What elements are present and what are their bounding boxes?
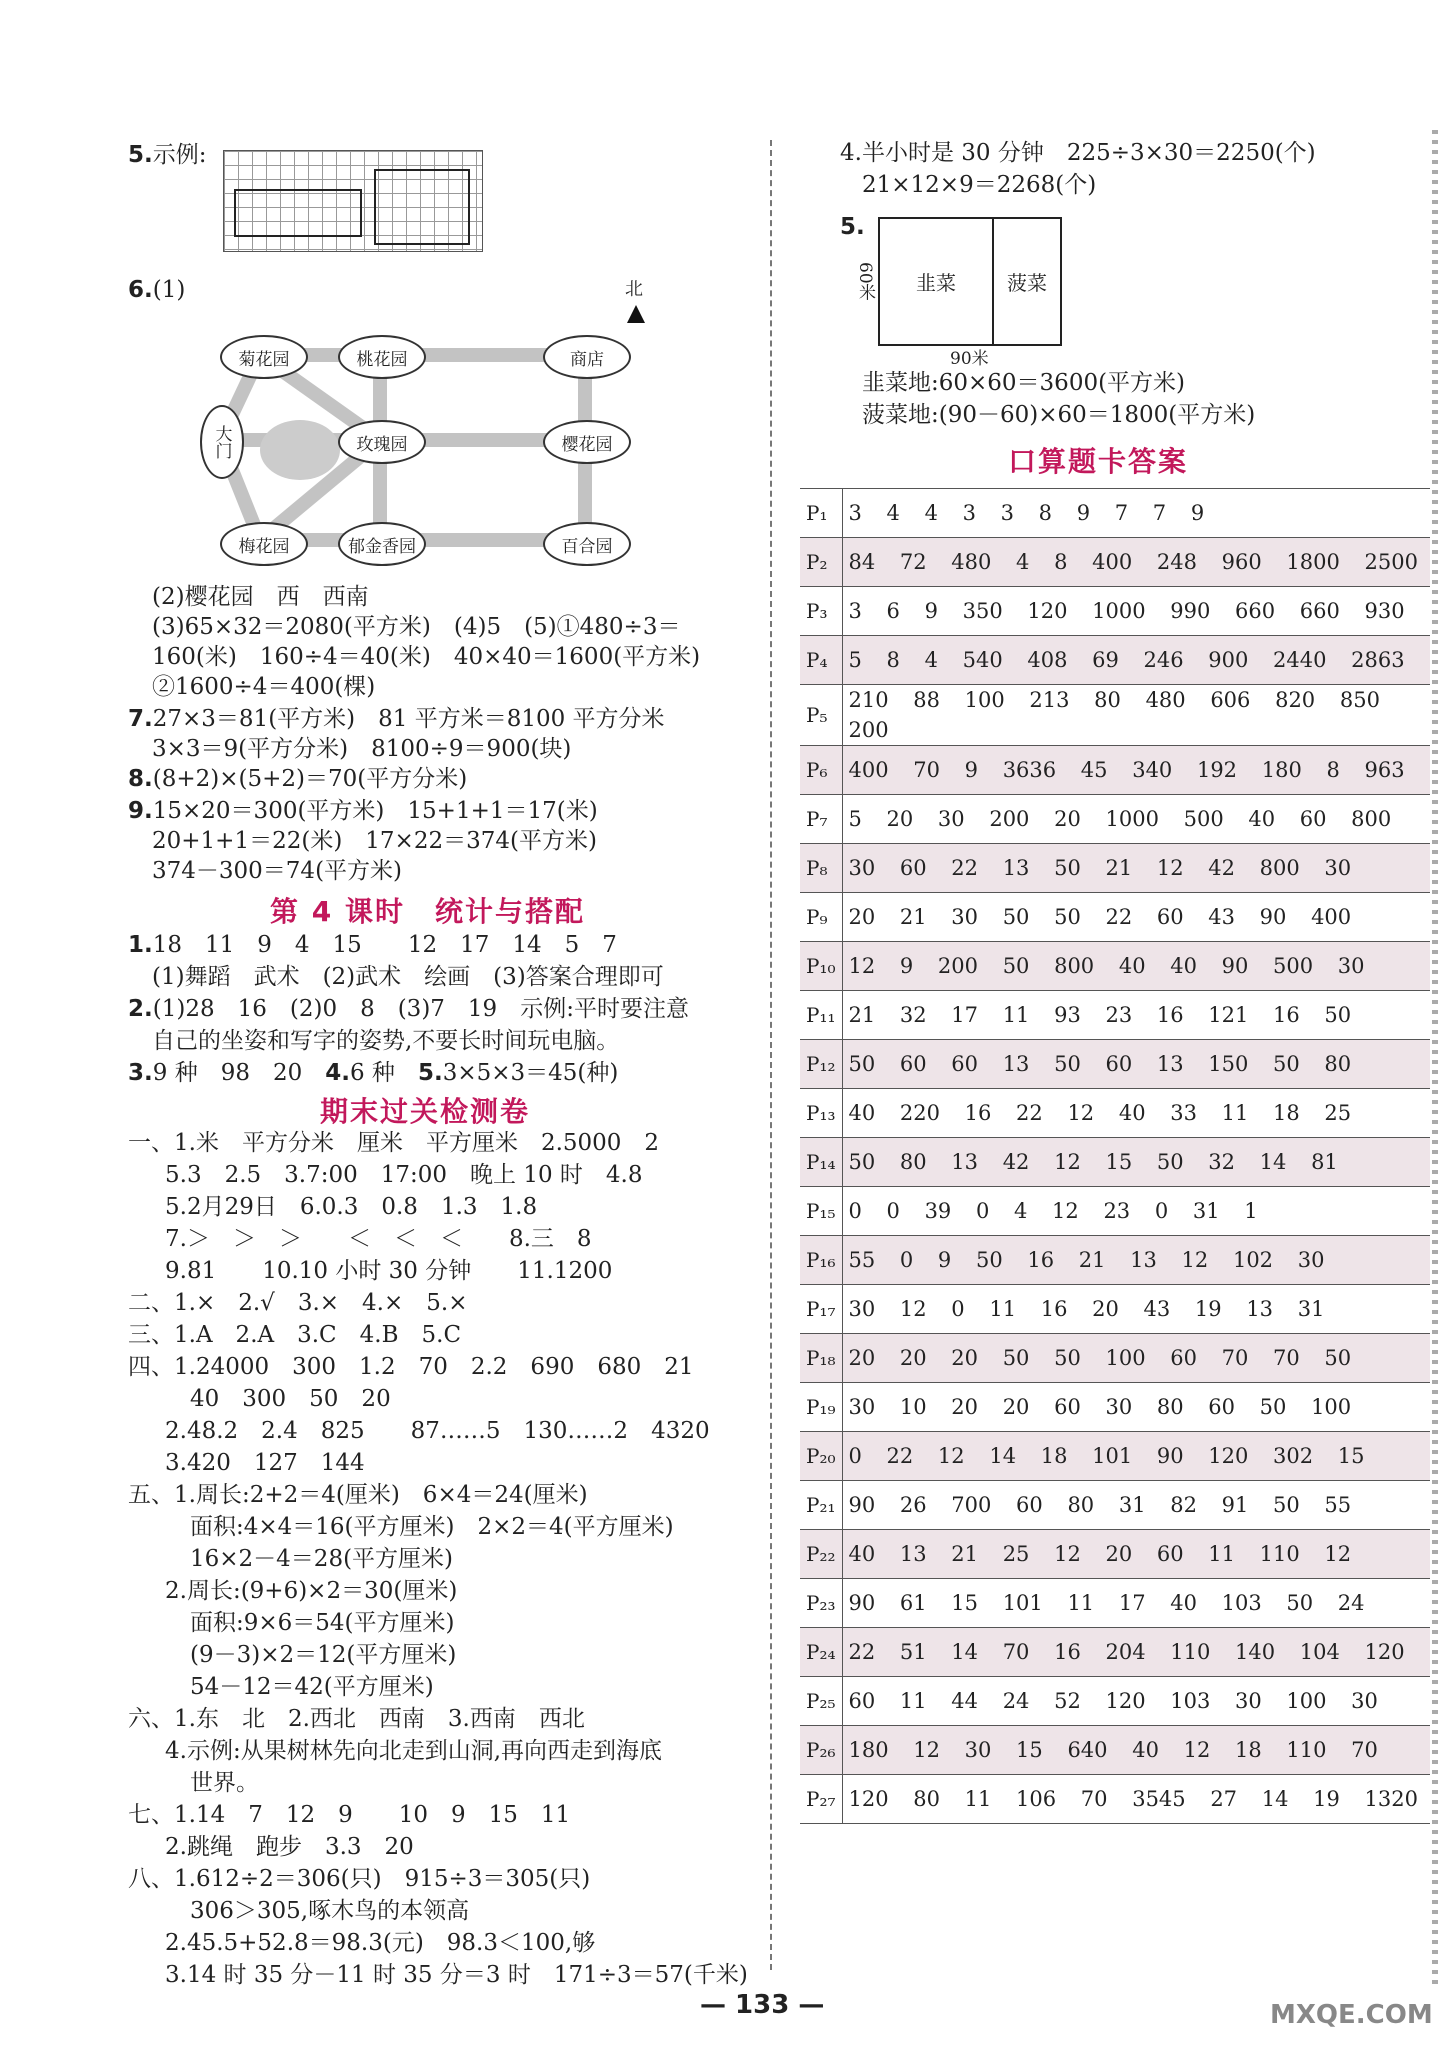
q7-line: 3×3＝9(平方分米) 8100÷9＝900(块) — [152, 736, 572, 762]
exam-line: 八、1.612÷2＝306(只) 915÷3＝305(只) — [128, 1866, 591, 1892]
r5: 5. — [840, 214, 865, 240]
table-row — [800, 1677, 1430, 1726]
row-label: P₂₁ — [800, 1481, 842, 1530]
table-row — [800, 587, 1430, 636]
q9-line: 20+1+1＝22(米) 17×22＝374(平方米) — [152, 828, 597, 854]
table-row — [800, 1089, 1430, 1138]
row-values: 210 88 100 213 80 480 606 820 850 200 — [842, 685, 1430, 746]
row-label: P₂₅ — [800, 1677, 842, 1726]
row-label: P₁₇ — [800, 1285, 842, 1334]
table-row — [800, 1628, 1430, 1677]
table-row — [800, 844, 1430, 893]
watermark-logo: MXQE.COM — [1270, 2000, 1433, 2030]
table-row — [800, 1040, 1430, 1089]
r4-line: 21×12×9＝2268(个) — [862, 172, 1097, 198]
row-values: 90 61 15 101 11 17 40 103 50 24 — [842, 1579, 1430, 1628]
row-label: P₂₄ — [800, 1628, 842, 1677]
row-values: 90 26 700 60 80 31 82 91 50 55 — [842, 1481, 1430, 1530]
exam-line: 2.周长:(9+6)×2＝30(厘米) — [165, 1578, 458, 1604]
q8: 8.(8+2)×(5+2)＝70(平方分米) — [128, 766, 468, 792]
row-values: 55 0 9 50 16 21 13 12 102 30 — [842, 1236, 1430, 1285]
table-row — [800, 1187, 1430, 1236]
row-label: P₁₃ — [800, 1089, 842, 1138]
row-values: 60 11 44 24 52 120 103 30 100 30 — [842, 1677, 1430, 1726]
row-label: P₉ — [800, 893, 842, 942]
table-row — [800, 489, 1430, 538]
exam-line: 二、1.× 2.√ 3.× 4.× 5.× — [128, 1290, 468, 1316]
r4-line: 4.半小时是 30 分钟 225÷3×30＝2250(个) — [840, 140, 1316, 166]
row-label: P₁₀ — [800, 942, 842, 991]
square-shape — [374, 169, 470, 245]
q5: 5.示例: — [128, 142, 207, 168]
row-label: P₂₃ — [800, 1579, 842, 1628]
row-values: 0 0 39 0 4 12 23 0 31 1 — [842, 1187, 1430, 1236]
map-node-shop: 商店 — [543, 335, 631, 379]
map-node-gate: 大门 — [200, 405, 244, 479]
r5-line: 韭菜地:60×60＝3600(平方米) — [862, 370, 1186, 396]
q5-grid-figure — [223, 150, 483, 252]
s4-line: (1)舞蹈 武术 (2)武术 绘画 (3)答案合理即可 — [152, 964, 664, 990]
row-label: P₂₀ — [800, 1432, 842, 1481]
exam-line: 2.45.5+52.8＝98.3(元) 98.3＜100,够 — [165, 1930, 596, 1956]
row-values: 180 12 30 15 640 40 12 18 110 70 — [842, 1726, 1430, 1775]
row-values: 3 6 9 350 120 1000 990 660 660 930 — [842, 587, 1430, 636]
q6-line: 160(米) 160÷4＝40(米) 40×40＝1600(平方米) — [152, 644, 701, 670]
row-label: P₁₆ — [800, 1236, 842, 1285]
table-row — [800, 893, 1430, 942]
exam-line: 40 300 50 20 — [190, 1386, 391, 1412]
exam-line: 六、1.东 北 2.西北 西南 3.西南 西北 — [128, 1706, 585, 1732]
exam-line: 54－12＝42(平方厘米) — [190, 1674, 434, 1700]
row-values: 30 12 0 11 16 20 43 19 13 31 — [842, 1285, 1430, 1334]
row-values: 0 22 12 14 18 101 90 120 302 15 — [842, 1432, 1430, 1481]
oral-title: 口算题卡答案 — [1008, 445, 1189, 478]
map-node-plum: 梅花园 — [220, 522, 308, 566]
exam-line: 五、1.周长:2+2＝4(厘米) 6×4＝24(厘米) — [128, 1482, 588, 1508]
row-values: 40 13 21 25 12 20 60 11 110 12 — [842, 1530, 1430, 1579]
exam-line: 16×2－4＝28(平方厘米) — [190, 1546, 454, 1572]
column-divider — [770, 140, 772, 1970]
map-node-cherry: 樱花园 — [543, 420, 631, 464]
exam-line: 面积:4×4＝16(平方厘米) 2×2＝4(平方厘米) — [190, 1514, 674, 1540]
exam-line: 7.＞ ＞ ＞ ＜ ＜ ＜ 8.三 8 — [165, 1226, 592, 1252]
row-label: P₆ — [800, 746, 842, 795]
map-node-lily: 百合园 — [543, 522, 631, 566]
table-row — [800, 538, 1430, 587]
exam-line: 世界。 — [190, 1770, 259, 1796]
table-row — [800, 1285, 1430, 1334]
exam-line: 4.示例:从果树林先向北走到山洞,再向西走到海底 — [165, 1738, 663, 1764]
exam-line: 2.跳绳 跑步 3.3 20 — [165, 1834, 414, 1860]
row-label: P₁₁ — [800, 991, 842, 1040]
row-label: P₂₂ — [800, 1530, 842, 1579]
row-values: 30 60 22 13 50 21 12 42 800 30 — [842, 844, 1430, 893]
exam-line: 5.2月29日 6.0.3 0.8 1.3 1.8 — [165, 1194, 538, 1220]
row-values: 30 10 20 20 60 30 80 60 50 100 — [842, 1383, 1430, 1432]
exam-line: (9－3)×2＝12(平方厘米) — [190, 1642, 457, 1668]
table-row — [800, 942, 1430, 991]
row-label: P₁₂ — [800, 1040, 842, 1089]
row-label: P₃ — [800, 587, 842, 636]
s4-q3: 3.9 种 98 20 4.6 种 5.3×5×3＝45(种) — [128, 1060, 619, 1086]
row-label: P₄ — [800, 636, 842, 685]
garden-chive-plot: 韭菜 — [880, 219, 994, 344]
garden-diagram — [878, 217, 1062, 346]
exam-line: 一、1.米 平方分米 厘米 平方厘米 2.5000 2 — [128, 1130, 660, 1156]
garden-spinach-plot: 菠菜 — [1007, 271, 1047, 295]
exam-title: 期末过关检测卷 — [320, 1095, 531, 1128]
pond-shape — [260, 420, 340, 480]
row-values: 20 20 20 50 50 100 60 70 70 50 — [842, 1334, 1430, 1383]
row-label: P₂₇ — [800, 1775, 842, 1824]
row-values: 50 60 60 13 50 60 13 150 50 80 — [842, 1040, 1430, 1089]
row-label: P₅ — [800, 685, 842, 746]
row-label: P₁₈ — [800, 1334, 842, 1383]
s4-line: 自己的坐姿和写字的姿势,不要长时间玩电脑。 — [152, 1028, 620, 1054]
q6-line: ②1600÷4＝400(棵) — [152, 674, 376, 700]
table-row — [800, 1383, 1430, 1432]
exam-line: 306＞305,啄木鸟的本领高 — [190, 1898, 470, 1924]
table-row — [800, 1579, 1430, 1628]
map-node-tulip: 郁金香园 — [338, 522, 426, 566]
table-row — [800, 1334, 1430, 1383]
table-row — [800, 746, 1430, 795]
row-values: 400 70 9 3636 45 340 192 180 8 963 — [842, 746, 1430, 795]
exam-line: 3.14 时 35 分－11 时 35 分＝3 时 171÷3＝57(千米) — [165, 1962, 748, 1988]
dim-width-label: 90米 — [950, 349, 989, 369]
oral-answer-table — [800, 488, 1430, 1824]
table-row — [800, 1530, 1430, 1579]
q9-line: 374－300＝74(平方米) — [152, 858, 403, 884]
page-number: — 133 — — [700, 1990, 825, 2020]
row-label: P₂ — [800, 538, 842, 587]
section-title: 第 4 课时 统计与搭配 — [270, 895, 585, 928]
row-values: 21 32 17 11 93 23 16 121 16 50 — [842, 991, 1430, 1040]
table-row — [800, 1481, 1430, 1530]
s4-q2: 2.(1)28 16 (2)0 8 (3)7 19 示例:平时要注意 — [128, 996, 689, 1022]
q6-line: (3)65×32＝2080(平方米) (4)5 (5)①480÷3＝ — [152, 614, 681, 640]
row-label: P₇ — [800, 795, 842, 844]
row-values: 5 20 30 200 20 1000 500 40 60 800 — [842, 795, 1430, 844]
rectangle-shape — [234, 189, 362, 237]
exam-line: 七、1.14 7 12 9 10 9 15 11 — [128, 1802, 571, 1828]
exam-line: 面积:9×6＝54(平方厘米) — [190, 1610, 455, 1636]
table-row — [800, 1432, 1430, 1481]
north-label: 北 — [625, 279, 643, 300]
row-values: 22 51 14 70 16 204 110 140 104 120 — [842, 1628, 1430, 1677]
table-row — [800, 1726, 1430, 1775]
map-node-rose: 玫瑰园 — [338, 420, 426, 464]
row-values: 40 220 16 22 12 40 33 11 18 25 — [842, 1089, 1430, 1138]
s4-q1: 1.18 11 9 4 15 12 17 14 5 7 — [128, 932, 617, 958]
dim-height-label: 60米 — [855, 262, 875, 301]
exam-line: 5.3 2.5 3.7:00 17:00 晚上 10 时 4.8 — [165, 1162, 643, 1188]
row-label: P₂₆ — [800, 1726, 842, 1775]
row-label: P₁₄ — [800, 1138, 842, 1187]
q9: 9.15×20＝300(平方米) 15+1+1＝17(米) — [128, 798, 598, 824]
row-values: 20 21 30 50 50 22 60 43 90 400 — [842, 893, 1430, 942]
row-values: 50 80 13 42 12 15 50 32 14 81 — [842, 1138, 1430, 1187]
q6-line: (2)樱花园 西 西南 — [152, 584, 369, 610]
row-values: 5 8 4 540 408 69 246 900 2440 2863 — [842, 636, 1430, 685]
north-arrow-icon — [627, 305, 645, 323]
row-values: 12 9 200 50 800 40 40 90 500 30 — [842, 942, 1430, 991]
table-row — [800, 636, 1430, 685]
q7: 7.27×3＝81(平方米) 81 平方米＝8100 平方分米 — [128, 706, 665, 732]
row-values: 3 4 4 3 3 8 9 7 7 9 — [842, 489, 1430, 538]
table-row — [800, 795, 1430, 844]
table-row — [800, 685, 1430, 746]
table-row — [800, 1138, 1430, 1187]
row-label: P₁ — [800, 489, 842, 538]
row-label: P₈ — [800, 844, 842, 893]
exam-line: 2.48.2 2.4 825 87……5 130……2 4320 — [165, 1418, 710, 1444]
row-label: P₁₉ — [800, 1383, 842, 1432]
table-row — [800, 991, 1430, 1040]
r5-line: 菠菜地:(90－60)×60＝1800(平方米) — [862, 402, 1256, 428]
map-node-peach: 桃花园 — [338, 335, 426, 379]
row-label: P₁₅ — [800, 1187, 842, 1236]
exam-line: 四、1.24000 300 1.2 70 2.2 690 680 21 — [128, 1354, 694, 1380]
exam-line: 3.420 127 144 — [165, 1450, 365, 1476]
park-map — [205, 330, 645, 580]
page-edge-decoration — [1432, 130, 1438, 1990]
map-node-chrysanthemum: 菊花园 — [220, 335, 308, 379]
exam-line: 三、1.A 2.A 3.C 4.B 5.C — [128, 1322, 462, 1348]
table-row — [800, 1775, 1430, 1824]
row-values: 120 80 11 106 70 3545 27 14 19 1320 — [842, 1775, 1430, 1824]
q6: 6.(1) — [128, 277, 186, 303]
row-values: 84 72 480 4 8 400 248 960 1800 2500 — [842, 538, 1430, 587]
exam-line: 9.81 10.10 小时 30 分钟 11.1200 — [165, 1258, 613, 1284]
table-row — [800, 1236, 1430, 1285]
